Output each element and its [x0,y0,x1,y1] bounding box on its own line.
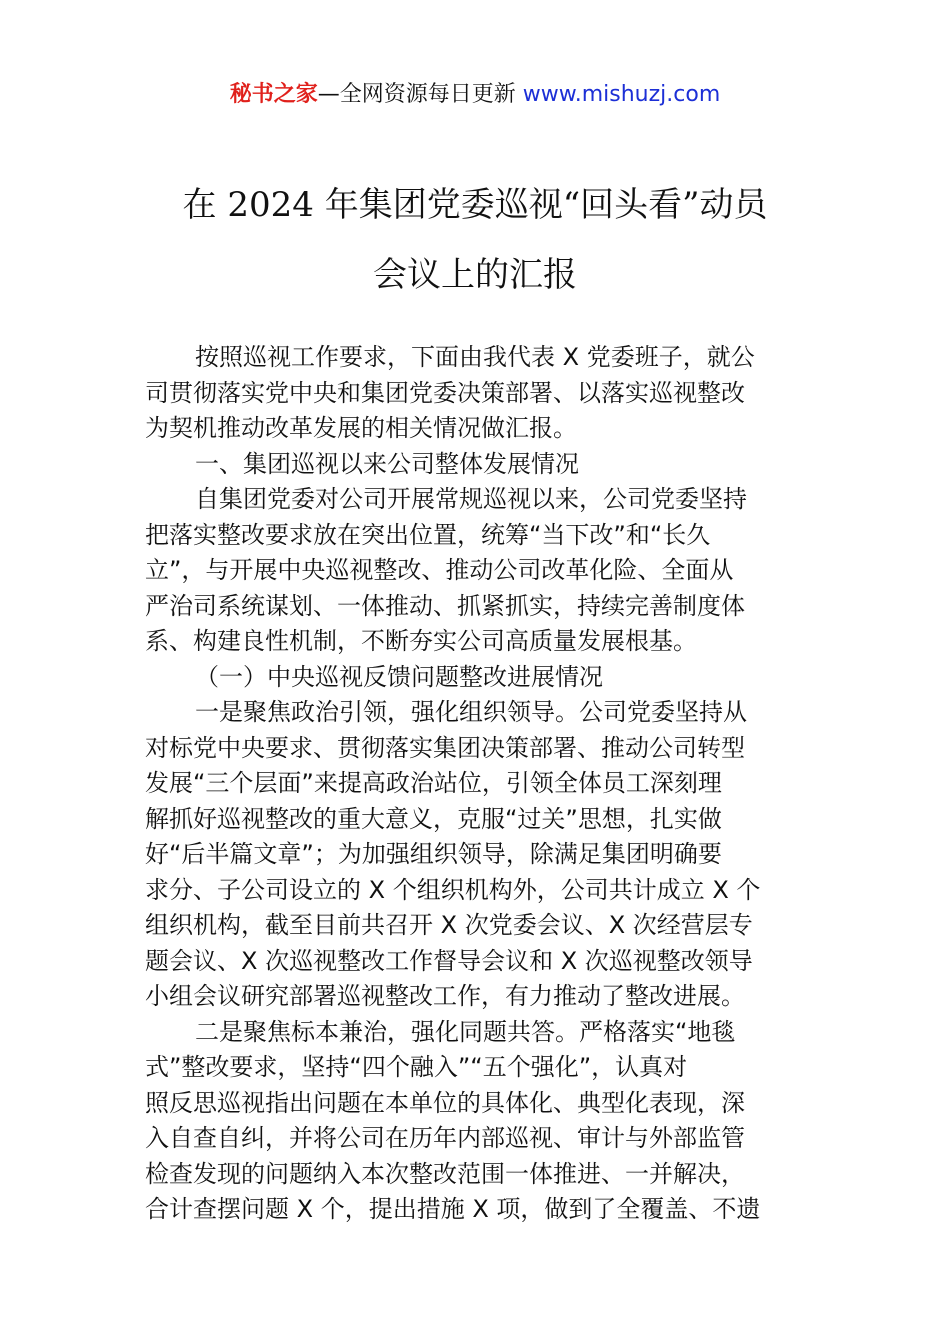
body-line: 按照巡视工作要求，下面由我代表 X 党委班子，就公 [195,343,755,371]
title-line-2: 会议上的汇报 [373,255,577,295]
body-line: 入自查自纠，并将公司在历年内部巡视、审计与外部监管 [145,1124,745,1152]
body-line: 为契机推动改革发展的相关情况做汇报。 [145,414,577,442]
body-line: 解抓好巡视整改的重大意义，克服“过关”思想，扎实做 [145,804,722,833]
body-line: 式”整改要求，坚持“四个融入”“五个强化”，认真对 [145,1053,688,1081]
body-line: 系、构建良性机制，不断夯实公司高质量发展根基。 [145,627,697,655]
body-line: 照反思巡视指出问题在本单位的具体化、典型化表现，深 [145,1088,745,1117]
body-line: 发展“三个层面”来提高政治站位，引领全体员工深刻理 [145,769,722,797]
body-line: 严治司系统谋划、一体推动、抓紧抓实，持续完善制度体 [145,591,745,620]
section-heading: 一、集团巡视以来公司整体发展情况 [195,449,579,478]
body-line: 对标党中央要求、贯彻落实集团决策部署、推动公司转型 [145,733,745,762]
site-url-link[interactable]: www.mishuzj.com [522,82,721,107]
body-line: 组织机构，截至目前共召开 X 次党委会议、X 次经营层专 [145,911,753,939]
body-line: 小组会议研究部署巡视整改工作，有力推动了整改进展。 [145,982,745,1010]
document-title [100,170,850,310]
body-line: 检查发现的问题纳入本次整改范围一体推进、一并解决， [145,1159,745,1188]
body-line: 自集团党委对公司开展常规巡视以来，公司党委坚持 [195,485,747,513]
site-brand: 秘书之家 [229,82,318,107]
body-line: 一是聚焦政治引领，强化组织领导。公司党委坚持从 [195,698,747,726]
title-line-1: 在 2024 年集团党委巡视“回头看”动员 [182,185,768,225]
subsection-heading: （一）中央巡视反馈问题整改进展情况 [195,662,603,691]
body-line: 把落实整改要求放在突出位置，统筹“当下改”和“长久 [145,520,711,549]
site-header [0,80,950,110]
document-body [145,340,810,1228]
site-tagline: —全网资源每日更新 [317,82,516,107]
body-line: 求分、子公司设立的 X 个组织机构外，公司共计成立 X 个 [145,875,761,904]
body-line: 好“后半篇文章”；为加强组织领导，除满足集团明确要 [145,840,722,868]
body-line: 题会议、X 次巡视整改工作督导会议和 X 次巡视整改领导 [145,946,753,975]
body-line: 立”，与开展中央巡视整改、推动公司改革化险、全面从 [145,556,734,584]
body-line: 二是聚焦标本兼治，强化同题共答。严格落实“地毯 [195,1017,736,1046]
body-line: 司贯彻落实党中央和集团党委决策部署、以落实巡视整改 [145,378,745,407]
body-line: 合计查摆问题 X 个，提出措施 X 项，做到了全覆盖、不遗 [145,1195,761,1223]
